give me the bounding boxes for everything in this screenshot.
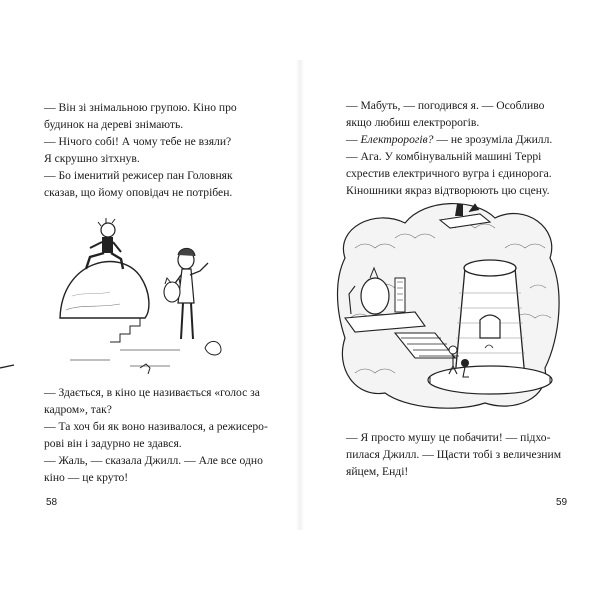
text-line: — Він зі знімальною групою. Кіно про [44, 101, 237, 114]
text-line: кіно — це круто! [44, 471, 129, 484]
text-line: — Бо іменитий режисер пан Головняк [44, 169, 233, 182]
illustration-treehouse [335, 198, 565, 413]
illustration-boy-on-egg [0, 200, 230, 380]
text-line: якщо любиш електророгів. [346, 116, 480, 129]
text-line: сказав, що йому оповідач не потрібен. [44, 186, 233, 199]
right-top-text [346, 97, 552, 199]
text-line: — Мабуть, — погодився я. — Особливо [346, 99, 545, 112]
text-line: схрестив електричного вугра і єдинорога. [346, 167, 552, 180]
text-line: яйцем, Енді! [346, 465, 409, 478]
emphasis-word: Електророгів? [360, 133, 434, 146]
text-line: — Та хоч би як воно називалося, а режисеро- [44, 420, 268, 433]
text-line: — Жаль, — сказала Джилл. — Але все одно [44, 454, 263, 467]
emphasis-rest: — не зрозуміла Джилл. [433, 133, 553, 146]
page-number-left: 58 [46, 497, 58, 508]
text-line: рові він і задурно не здався. [44, 437, 182, 450]
text-line: Я скрушно зітхнув. [44, 152, 140, 165]
text-line: кадром», так? [44, 403, 112, 416]
text-line: пилася Джилл. — Щасти тобі з величезним [346, 448, 562, 461]
left-bottom-text [44, 384, 268, 486]
text-line-emphasis: — Електророгів? — не зрозуміла Джилл. [346, 133, 553, 146]
text-line: — Нічого собі! А чому тебе не взяли? [44, 135, 232, 148]
text-line: — Здається, в кіно це називається «голос за [44, 386, 260, 399]
left-top-text [44, 99, 237, 201]
text-line: будинок на дереві знімають. [44, 118, 184, 131]
right-bottom-text [346, 429, 561, 480]
text-line: — Ага. У комбінувальній машині Террі [346, 150, 542, 163]
page-number-right: 59 [556, 497, 568, 508]
text-line: — Я просто мушу це побачити! — підхо- [346, 431, 551, 444]
text-line: Кіношники якраз відтворюють цю сцену. [346, 184, 550, 197]
